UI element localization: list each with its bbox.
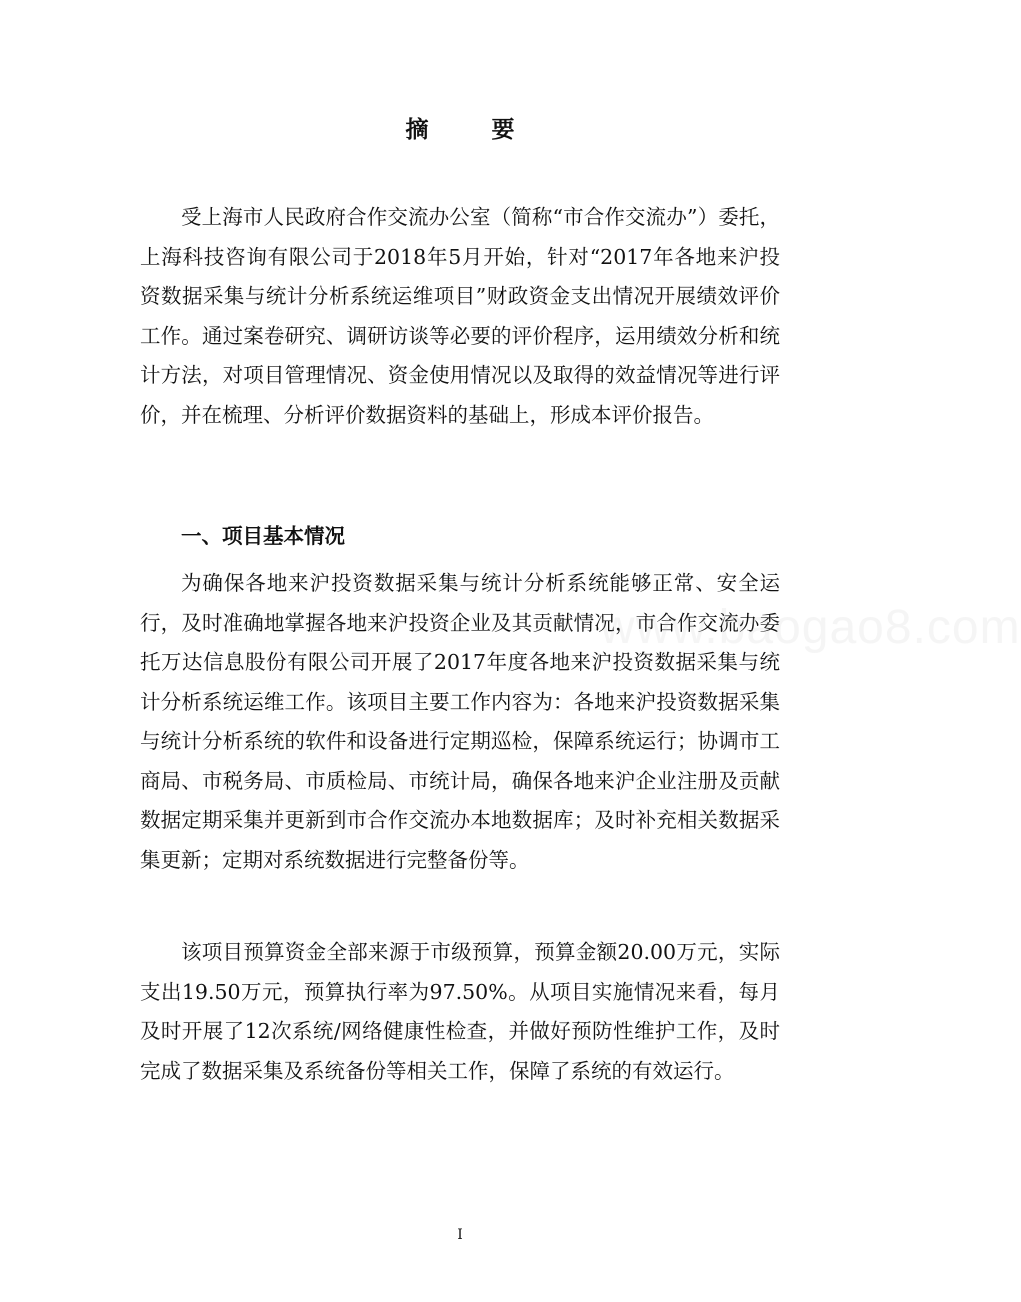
- page-number: I: [457, 1227, 463, 1243]
- page-title: 摘 要: [405, 116, 535, 143]
- watermark: www.baogao8.com: [600, 601, 1021, 654]
- abstract-paragraph: 受上海市人民政府合作交流办公室（简称“市合作交流办”）委托，上海科技咨询有限公司于2018年5月开始，针对“2017年各地来沪投资数据采集与统计分析系统运维项目”财政资金支出情况开展绩效评价工作。通过案卷研究、调研访谈等必要的评价程序，运用绩效分析和统计方法，对项目管理情况、资金使用情况以及取得的效益情况等进行评价，并在梳理、分析评价数据资料的基础上，形成本评价报告。: [140, 205, 780, 427]
- section-heading: 一、项目基本情况: [181, 524, 345, 548]
- section-paragraph-2: 该项目预算资金全部来源于市级预算，预算金额20.00万元，实际支出19.50万元，预算执行率为97.50%。从项目实施情况来看，每月及时开展了12次系统/网络健康性检查，并做好预防性维护工作，及时完成了数据采集及系统备份等相关工作，保障了系统的有效运行。: [140, 940, 780, 1083]
- section-paragraph-1: 为确保各地来沪投资数据采集与统计分析系统能够正常、安全运行，及时准确地掌握各地来沪投资企业及其贡献情况，市合作交流办委托万达信息股份有限公司开展了2017年度各地来沪投资数据采集与统计分析系统运维工作。该项目主要工作内容为：各地来沪投资数据采集与统计分析系统的软件和设备进行定期巡检，保障系统运行；协调市工商局、市税务局、市质检局、市统计局，确保各地来沪企业注册及贡献数据定期采集并更新到市合作交流办本地数据库；及时补充相关数据采集更新；定期对系统数据进行完整备份等。: [140, 571, 780, 872]
